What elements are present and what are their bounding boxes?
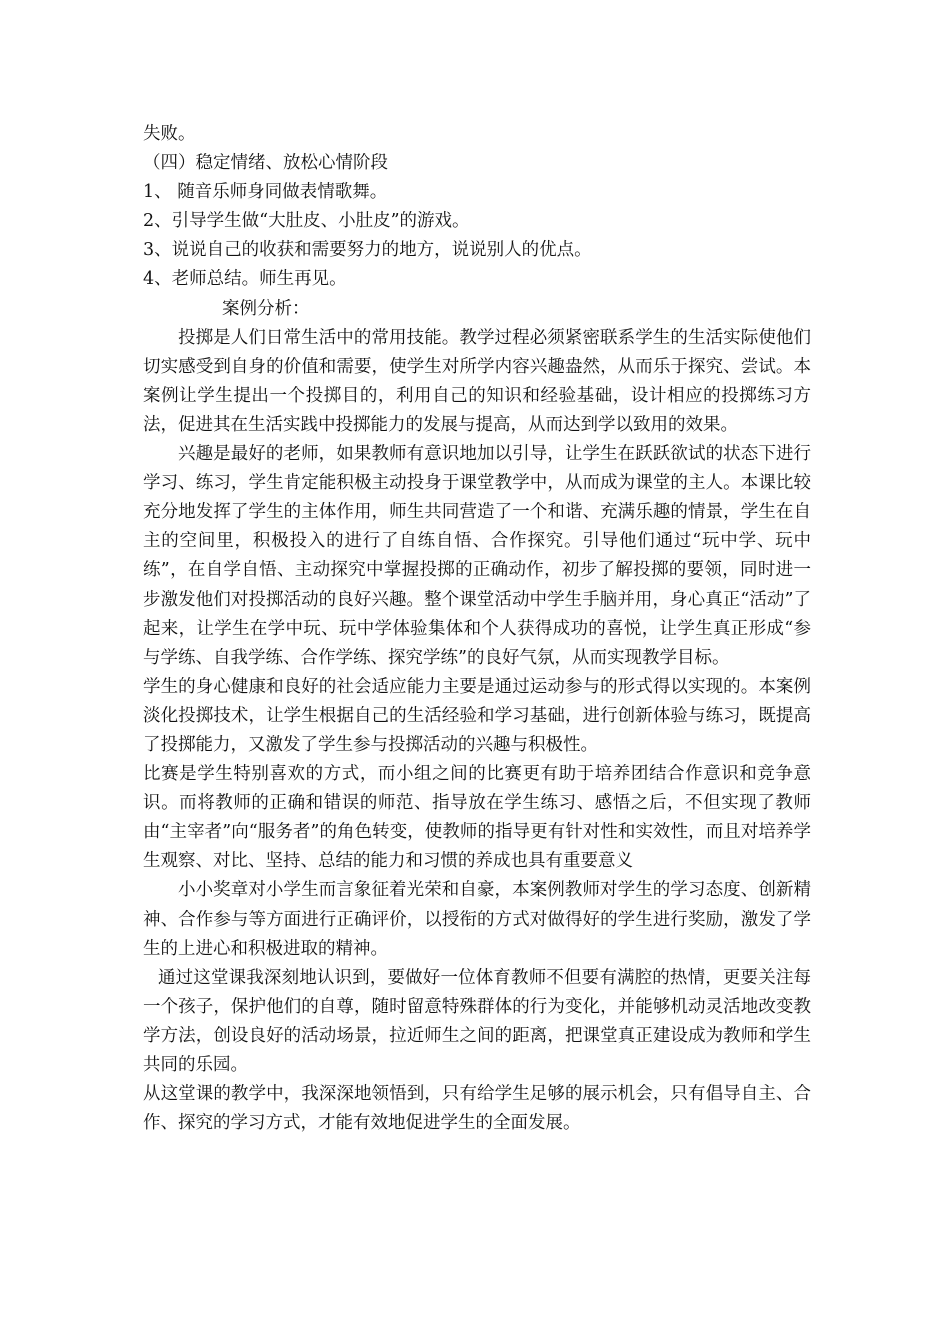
section-heading: （四）稳定情绪、放松心情阶段 [143, 153, 388, 174]
paragraph: 小小奖章对小学生而言象征着光荣和自豪，本案例教师对学生的学习态度、创新精神、合作参与等方面进行正确评价，以授衔的方式对做得好的学生进行奖励，激发了学生的上进心和积极进取的精神。 [143, 880, 811, 959]
analysis-heading: 案例分析： [222, 298, 310, 319]
paragraph: 投掷是人们日常生活中的常用技能。教学过程必须紧密联系学生的生活实际使他们切实感受到自身的价值和需要，使学生对所学内容兴趣盎然，从而乐于探究、尝试。本案例让学生提出一个投掷目的，利用自己的知识和经验基础，设计相应的投掷练习方法，促进其在生活实践中投掷能力的发展与提高，从而达到学以致用的效果。 [143, 327, 811, 435]
step-item: 3、说说自己的收获和需要努力的地方，说说别人的优点。 [143, 240, 592, 261]
paragraph: 从这堂课的教学中，我深深地领悟到，只有给学生足够的展示机会，只有倡导自主、合作、探究的学习方式，才能有效地促进学生的全面发展。 [143, 1084, 811, 1134]
document-page [143, 120, 811, 1138]
paragraph: 通过这堂课我深刻地认识到，要做好一位体育教师不但要有满腔的热情，更要关注每一个孩子，保护他们的自尊，随时留意特殊群体的行为变化，并能够机动灵活地改变教学方法，创设良好的活动场景，拉近师生之间的距离，把课堂真正建设成为教师和学生共同的乐园。 [143, 967, 811, 1075]
step-item: 1、 随音乐师身同做表情歌舞。 [143, 182, 388, 203]
paragraph: 学生的身心健康和良好的社会适应能力主要是通过运动参与的形式得以实现的。本案例淡化投掷技术，让学生根据自己的生活经验和学习基础，进行创新体验与练习，既提高了投掷能力，又激发了学生参与投掷活动的兴趣与积极性。 [143, 676, 811, 755]
paragraph: 兴趣是最好的老师，如果教师有意识地加以引导，让学生在跃跃欲试的状态下进行学习、练习，学生肯定能积极主动投身于课堂教学中，从而成为课堂的主人。本课比较充分地发挥了学生的主体作用，师生共同营造了一个和谐、充满乐趣的情景，学生在自主的空间里，积极投入的进行了自练自悟、合作探究。引导他们通过“玩中学、玩中练”，在自学自悟、主动探究中掌握投掷的正确动作，初步了解投掷的要领，同时进一步激发他们对投掷活动的良好兴趣。整个课堂活动中学生手脑并用，身心真正“活动”了起来，让学生在学中玩、玩中学体验集体和个人获得成功的喜悦，让学生真正形成“参与学练、自我学练、合作学练、探究学练”的良好气氛，从而实现教学目标。 [143, 444, 811, 668]
step-item: 2、引导学生做“大肚皮、小肚皮”的游戏。 [143, 211, 470, 232]
step-item: 4、老师总结。师生再见。 [143, 269, 347, 290]
opening-fragment: 失败。 [143, 124, 196, 144]
paragraph: 比赛是学生特别喜欢的方式，而小组之间的比赛更有助于培养团结合作意识和竞争意识。而将教师的正确和错误的师范、指导放在学生练习、感悟之后，不但实现了教师由“主宰者”向“服务者”的角色转变，使教师的指导更有针对性和实效性，而且对培养学生观察、对比、坚持、总结的能力和习惯的养成也具有重要意义 [143, 764, 811, 872]
